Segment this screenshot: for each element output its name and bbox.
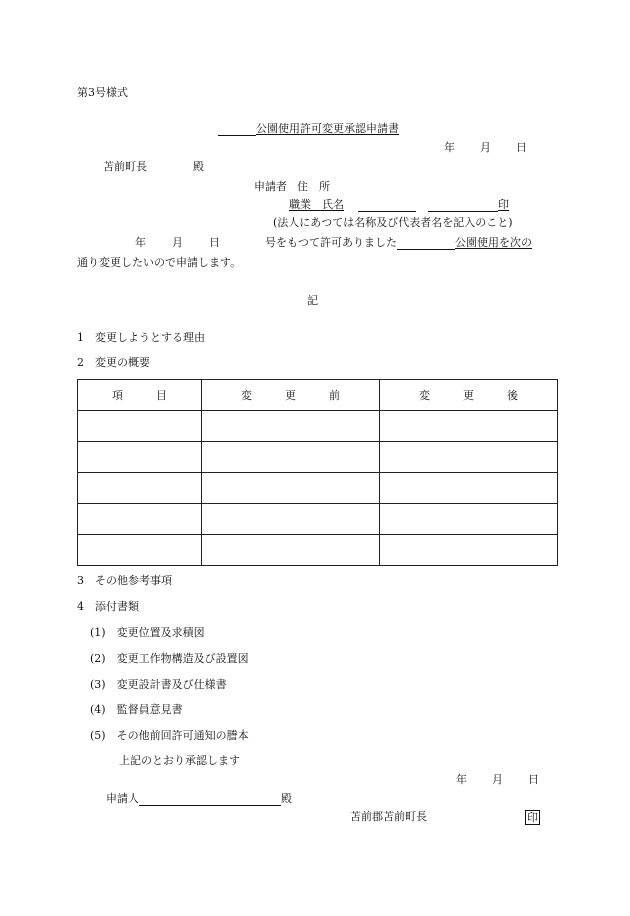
seal-box: 印 [527, 811, 538, 824]
address-label: 住 所 [297, 180, 330, 193]
addressee-honorific: 殿 [193, 160, 204, 173]
body-day: 日 [209, 236, 220, 249]
title-text: 公園使用許可変更承認申請書 [256, 122, 399, 135]
item-3: 3 その他参考事項 [77, 574, 172, 587]
change-summary-table [77, 379, 558, 566]
name-blank-2 [428, 199, 498, 212]
table-cell[interactable] [202, 535, 380, 566]
document-title [218, 122, 399, 136]
date-month: 月 [480, 141, 491, 154]
attachment-2: (2) 変更工作物構造及び設置図 [90, 652, 249, 665]
item-2: 2 変更の概要 [77, 356, 150, 369]
applicant-note: (法人にあつては名称及び代表者名を記入のこと) [273, 216, 513, 229]
body-line-2: 通り変更したいので申請します。 [77, 256, 242, 269]
table-header-row [78, 380, 558, 411]
item-1: 1 変更しようとする理由 [77, 331, 205, 344]
approval-day: 日 [528, 773, 539, 786]
approval-text: 上記のとおり承認します [119, 754, 240, 767]
attachment-5: (5) その他前回許可通知の謄本 [90, 729, 249, 742]
park-name-blank [397, 237, 455, 250]
date-day: 日 [516, 141, 527, 154]
recipient-honorific: 殿 [281, 792, 292, 805]
table-cell[interactable] [78, 473, 202, 504]
recipient-blank [139, 793, 281, 806]
title-underline-blank [218, 123, 256, 136]
table-cell[interactable] [380, 473, 558, 504]
approval-recipient [106, 792, 292, 806]
table-cell[interactable] [202, 473, 380, 504]
body-line-1 [135, 236, 532, 250]
approval-month: 月 [492, 773, 503, 786]
recipient-label: 申請人 [106, 792, 139, 805]
item-4: 4 添付書類 [77, 600, 139, 613]
table-cell[interactable] [78, 411, 202, 442]
attachment-1: (1) 変更位置及求積図 [90, 626, 205, 639]
table-row [78, 442, 558, 473]
table-cell[interactable] [380, 411, 558, 442]
approval-date [456, 773, 539, 787]
body-month: 月 [172, 236, 183, 249]
table-cell[interactable] [380, 535, 558, 566]
header-before: 変 更 前 [202, 380, 380, 411]
applicant-seal: 印 [498, 198, 509, 211]
name-label: 職業 氏名 [289, 198, 344, 211]
applicant-name-row [289, 198, 509, 212]
body-middle: 号をもつて許可ありました [265, 236, 397, 249]
table-cell[interactable] [202, 411, 380, 442]
table-cell[interactable] [202, 504, 380, 535]
table-row [78, 411, 558, 442]
issuer-seal [525, 810, 540, 825]
header-after: 変 更 後 [380, 380, 558, 411]
date-year: 年 [444, 141, 455, 154]
addressee-name: 苫前町長 [103, 160, 147, 173]
table-row [78, 473, 558, 504]
table-cell[interactable] [78, 442, 202, 473]
form-number: 第3号様式 [77, 86, 128, 99]
table-cell[interactable] [202, 442, 380, 473]
body-year: 年 [135, 236, 146, 249]
submission-date [444, 141, 529, 155]
table-cell[interactable] [380, 442, 558, 473]
name-blank-1 [358, 199, 416, 212]
table-cell[interactable] [78, 504, 202, 535]
attachment-3: (3) 変更設計書及び仕様書 [90, 678, 227, 691]
table-row [78, 504, 558, 535]
approval-year: 年 [456, 773, 467, 786]
applicant-label: 申請者 [254, 180, 287, 193]
attachment-4: (4) 監督員意見書 [90, 703, 183, 716]
addressee [103, 160, 204, 174]
applicant-address-row [254, 180, 330, 194]
table-cell[interactable] [380, 504, 558, 535]
table-row [78, 535, 558, 566]
header-item: 項 目 [78, 380, 202, 411]
body-park-use: 公園使用を次の [455, 236, 532, 249]
ki-heading: 記 [307, 294, 318, 307]
table-cell[interactable] [78, 535, 202, 566]
issuer-name: 苫前郡苫前町長 [350, 810, 427, 823]
